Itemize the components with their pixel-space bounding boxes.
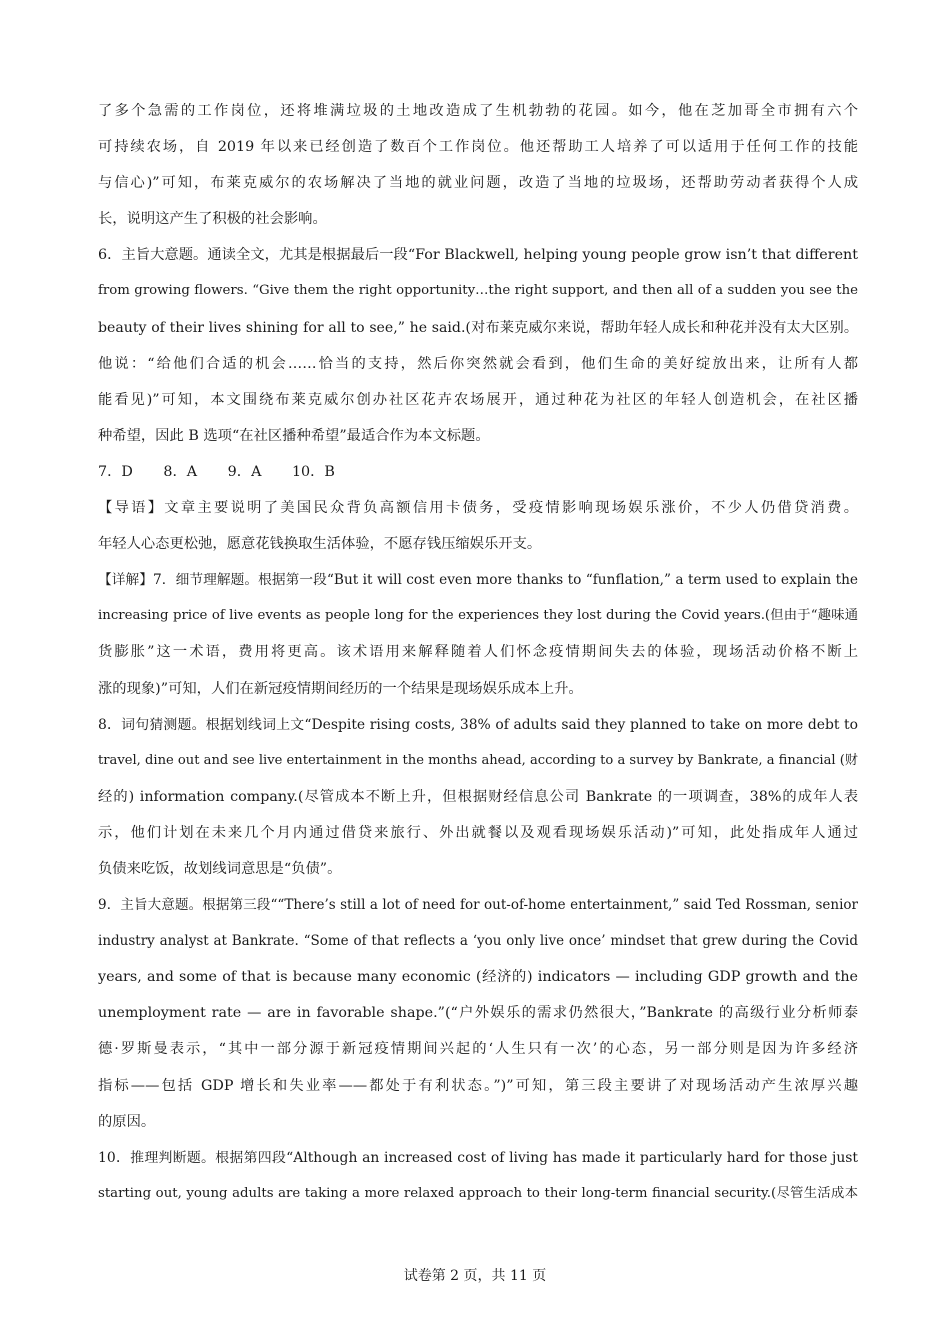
text-line: beauty of their lives shining for all to see,” he said.(对布莱克威尔来说，帮助年轻人成长和种花并没有太大区别。 [98, 319, 858, 336]
text-line: 长，说明这产生了积极的社会影响。 [98, 211, 327, 228]
document-body [98, 93, 858, 1212]
text-line: increasing price of live events as people long for the experiences they lost during the Covid years.(但由于“趣味通 [98, 608, 858, 624]
answer-key [98, 454, 858, 490]
text-line: 种希望，因此 B 选项“在社区播种希望”最适合作为本文标题。 [98, 427, 490, 444]
text-line: 9．主旨大意题。根据第三段““There’s still a lot of need for out-of-home entertainment,” said Ted Rossman, senior [98, 897, 858, 914]
intro-line: 【导语】文章主要说明了美国民众背负高额信用卡债务，受疫情影响现场娱乐涨价，不少人仍借贷消费。 [98, 500, 858, 517]
text-line: 货膨胀”这一术语，费用将更高。该术语用来解释随着人们怀念疫情期间失去的体验，现场活动价格不断上 [98, 644, 858, 661]
text-line: industry analyst at Bankrate. “Some of that reflects a ‘you only live once’ mindset that grew during the Covid [98, 933, 858, 950]
text-line: 指标——包括 GDP 增长和失业率——都处于有利状态。”)”可知，第三段主要讲了对现场活动产生浓厚兴趣 [98, 1077, 858, 1094]
text-line: 【详解】7．细节理解题。根据第一段“But it will cost even more thanks to “funflation,” a term used to explain the [98, 572, 858, 589]
page-footer: 试卷第 2 页，共 11 页 [403, 1268, 547, 1284]
text-line: starting out, young adults are taking a more relaxed approach to their long-term financial security.(尽管生活成本 [98, 1185, 858, 1201]
text-line: 负债来吃饭，故划线词意思是“负债”。 [98, 860, 342, 877]
text-line: from growing flowers. “Give them the right opportunity…the right support, and then all of a sudden you see the [98, 283, 858, 299]
text-line: 8．词句猜测题。根据划线词上文“Despite rising costs, 38% of adults said they planned to take on more debt to [98, 716, 858, 733]
text-line: unemployment rate — are in favorable shape.”(“户外娱乐的需求仍然很大，”Bankrate 的高级行业分析师泰 [98, 1005, 858, 1022]
text-line: 他说：“给他们合适的机会……恰当的支持，然后你突然就会看到，他们生命的美好绽放出来，让所有人都 [98, 355, 858, 372]
text-line: 德·罗斯曼表示，“其中一部分源于新冠疫情期间兴起的‘人生只有一次’的心态，另一部分则是因为许多经济 [98, 1041, 858, 1058]
text-line: 10．推理判断题。根据第四段“Although an increased cost of living has made it particularly hard for those just [98, 1149, 858, 1166]
text-line: years, and some of that is because many economic (经济的) indicators — including GDP growth and the [98, 969, 858, 986]
text-line: travel, dine out and see live entertainment in the months ahead, according to a survey by Bankrate, a financial (财 [98, 752, 858, 768]
text-line: 与信心)”可知，布莱克威尔的农场解决了当地的就业问题，改造了当地的垃圾场，还帮助劳动者获得个人成 [98, 175, 858, 192]
intro-line: 年轻人心态更松弛，愿意花钱换取生活体验，不愿存钱压缩娱乐开支。 [98, 536, 542, 553]
text-line: 能看见)”可知，本文围绕布莱克威尔创办社区花卉农场展开，通过种花为社区的年轻人创造机会，在社区播 [98, 391, 858, 408]
text-line: 可持续农场，自 2019 年以来已经创造了数百个工作岗位。他还帮助工人培养了可以适用于任何工作的技能 [98, 139, 858, 156]
text-line: 示，他们计划在未来几个月内通过借贷来旅行、外出就餐以及观看现场娱乐活动)”可知，此处指成年人通过 [98, 824, 858, 841]
answer-8: 8．A [163, 463, 198, 480]
answer-9: 9．A [227, 463, 262, 480]
text-line: 6．主旨大意题。通读全文，尤其是根据最后一段“For Blackwell, helping young people grow isn’t that different [98, 247, 858, 264]
text-line: 了多个急需的工作岗位，还将堆满垃圾的土地改造成了生机勃勃的花园。如今，他在芝加哥全市拥有六个 [98, 103, 858, 119]
answer-7: 7．D [98, 463, 133, 480]
text-line: 经的) information company.(尽管成本不断上升，但根据财经信息公司 Bankrate 的一项调查，38%的成年人表 [98, 788, 858, 805]
answer-10: 10．B [291, 463, 335, 480]
text-line: 的原因。 [98, 1113, 156, 1130]
text-line: 涨的现象)”可知，人们在新冠疫情期间经历的一个结果是现场娱乐成本上升。 [98, 680, 583, 697]
